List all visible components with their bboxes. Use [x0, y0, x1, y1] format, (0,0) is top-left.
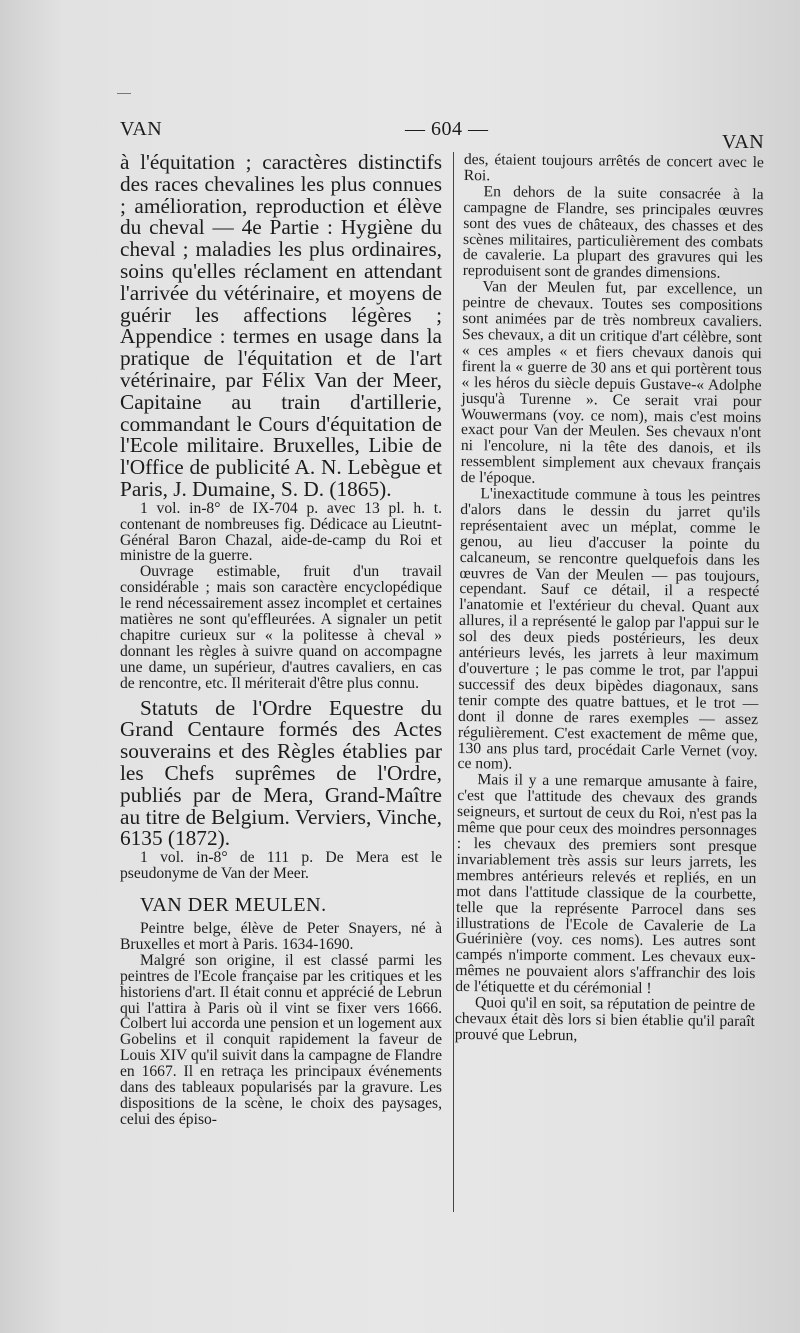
- paragraph: 1 vol. in-8° de 111 p. De Mera est le pseudonyme de Van der Meer.: [120, 849, 442, 883]
- column-divider: [453, 152, 454, 1212]
- paragraph: Peintre belge, élève de Peter Snayers, né à Bruxelles et mort à Paris. 1634-1690.: [120, 920, 442, 953]
- page-mark: [117, 93, 131, 94]
- page-number: — 604 —: [405, 118, 489, 140]
- left-column: [120, 152, 442, 1128]
- running-head-left: VAN: [120, 118, 163, 140]
- paragraph: Quoi qu'il en soit, sa réputation de peintre de chevaux était dès lors si bien établie qu'il paraît prouvé que Lebrun,: [454, 994, 756, 1045]
- paragraph: Mais il y a une remarque amusante à faire, c'est que l'attitude des chevaux des grands seigneurs, et surtout de ceux du Roi, n'est pas la même que pour ceux des moindres personnages : les chevaux des premiers sont presque invariablement très assis sur leurs jarrets, les membres antérieurs relevés et repliés, en un mot dans l'attitude classique de la courbette, telle que la représente Parrocel dans ses illustrations de l'Ecole de Cavalerie de La Guérinière (voy. ces noms). Les autres sont campés n'importe comment. Les chevaux eux-mêmes ne pouvaient alors s'affranchir des lois de l'étiquette et du cérémonial !: [455, 771, 758, 998]
- paragraph: Malgré son origine, il est classé parmi les peintres de l'Ecole française par les critiques et les historiens d'art. Il était connu et apprécié de Lebrun qui l'attira à Paris où il vint se fixer vers 1666. Colbert lui accorda une pension et un logement aux Gobelins et il conquit rapidement la faveur de Louis XIV qu'il suivit dans la campagne de Flandre en 1667. Il en retraça les principaux événements dans des tableaux popularisés par la gravure. Les dispositions de la scène, le choix des paysages, celui des épiso-: [120, 951, 442, 1128]
- paragraph: L'inexactitude commune à tous les peintres d'alors dans le dessin du jarret qu'ils représentaient avec un méplat, comme le genou, au lieu d'accuser la pointe du calcaneum, se rencontre quelquefois dans les œuvres de Van der Meulen — pas toujours, cependant. Sauf ce détail, il a respecté l'anatomie et l'extérieur du cheval. Quant aux allures, il a représenté le galop par l'appui sur le sol des deux pieds postérieurs, les deux antérieurs levés, les jarrets à leur maximum d'ouverture ; le pas comme le trot, par l'appui successif des deux bipèdes diagonaux, sans tenir compte des quatre battues, et le trot — dont il donne de rares exemples — assez régulièrement. C'est exactement de même que, 130 ans plus tard, procédait Carle Vernet (voy. ce nom).: [457, 485, 761, 773]
- paragraph: Statuts de l'Ordre Equestre du Grand Centaure formés des Actes souverains et des Règles établies par les Chefs suprêmes de l'Ordre, publiés par de Mera, Grand-Maître au titre de Belgium. Verviers, Vinche, 6135 (1872).: [120, 695, 442, 851]
- entry-heading: VAN DER MEULEN.: [140, 894, 327, 917]
- paragraph: Ouvrage estimable, fruit d'un travail considérable ; mais son caractère encyclopédique le rend nécessairement assez incomplet et certaines matières ne sont qu'effleurées. A signaler un petit chapitre curieux sur « la politesse à cheval » donnant les règles à suivre quand on accompagne une dame, un supérieur, d'autres cavaliers, en cas de rencontre, etc. Il mériterait d'être plus connu.: [120, 563, 442, 692]
- running-head-right: VAN: [722, 131, 765, 153]
- paragraph: des, étaient toujours arrêtés de concert avec le Roi.: [463, 151, 764, 185]
- paragraph: 1 vol. in-8° de IX-704 p. avec 13 pl. h. t. contenant de nombreuses fig. Dédicace au Lieutnt-Général Baron Chazal, aide-de-camp du Roi et ministre de la guerre.: [120, 499, 442, 565]
- paragraph: Van der Meulen fut, par excellence, un peintre de chevaux. Toutes ses compositions sont animées par de très nombreux cavaliers. Ses chevaux, a dit un critique d'art célèbre, sont « ces amples « et fiers chevaux danois qui firent la « guerre de 30 ans et qui portèrent tous « les héros du siècle depuis Gustave-« Adolphe jusqu'à Turenne ». Ce serait vrai pour Wouwermans (voy. ce nom), mais c'est moins exact pour Van der Meulen. Ses chevaux n'ont ni l'encolure, ni la tête des danois, et ils ressemblent simplement aux chevaux français de l'époque.: [460, 278, 763, 487]
- paragraph: à l'équitation ; caractères distinctifs des races chevalines les plus connues ; amélioration, reproduction et élève du cheval — 4e Partie : Hygiène du cheval ; maladies les plus ordinaires, soins qu'elles réclament en attendant l'arrivée du vétérinaire, et moyens de guérir les affections légères ; Appendice : termes en usage dans la pratique de l'équitation et de l'art vétérinaire, par Félix Van der Meer, Capitaine au train d'artillerie, commandant le Cours d'équitation de l'Ecole militaire. Bruxelles, Libie de l'Office de publicité A. N. Lebègue et Paris, J. Dumaine, S. D. (1865).: [120, 150, 442, 501]
- right-column: [455, 152, 764, 1046]
- paragraph: En dehors de la suite consacrée à la campagne de Flandre, ses principales œuvres sont des vues de châteaux, des chasses et des scènes militaires, particulièrement des combats de cavalerie. La plupart des gravures qui les reproduisent sont de grandes dimensions.: [462, 183, 764, 283]
